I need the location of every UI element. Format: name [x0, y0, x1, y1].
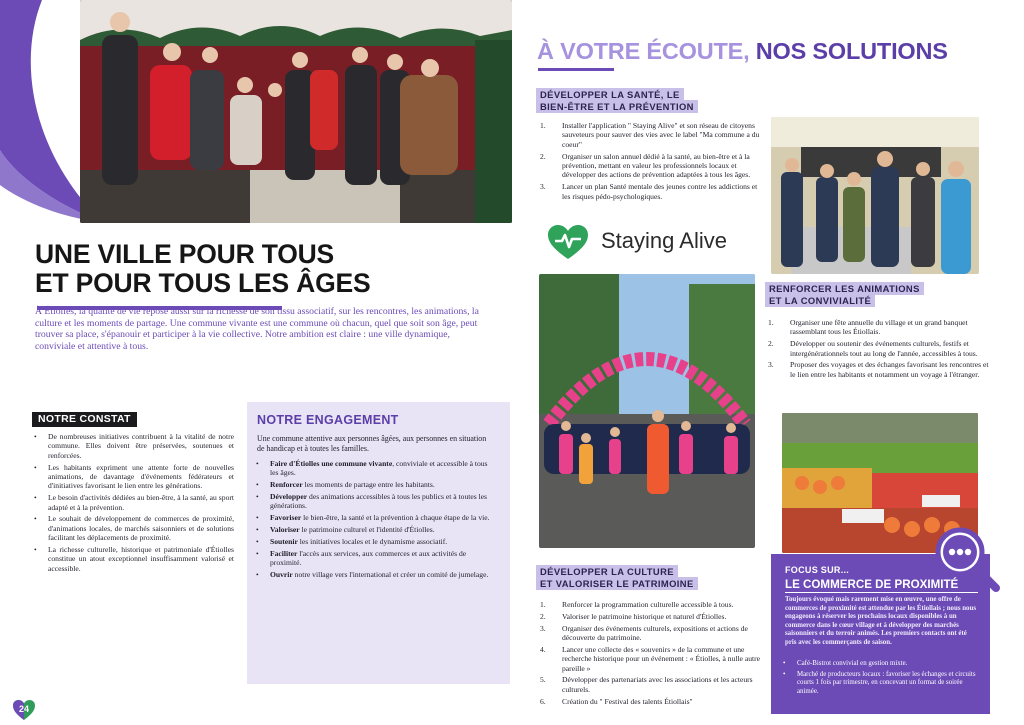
heart-icon	[546, 224, 590, 260]
list-item: • Valoriser le patrimoine culturel et l'identité d'Étiolles.	[254, 525, 494, 534]
focus-text: Toujours évoqué mais rarement mise en œuvre, une offre de commerces de proximité est attendue par les Étiollais ; nous nous engageons à réserver les prochains locaux disponibles à un commerce dans le cœur village et à développer des marchés saisonniers et du terroir animés. Les premiers contacts ont été pris avec les commerçants de saison.	[785, 596, 977, 646]
group-photo-icon	[80, 0, 512, 223]
group-photo	[80, 0, 512, 223]
list-item: • Faciliter l'accès aux services, aux commerces et aux activités de proximité.	[254, 549, 494, 568]
engagement-box	[247, 402, 510, 684]
focus-title: LE COMMERCE DE PROXIMITÉ	[785, 578, 959, 591]
culture-list	[540, 600, 762, 708]
list-item: 2. Valoriser le patrimoine historique et naturel d'Étiolles.	[540, 611, 727, 621]
page-title	[35, 240, 495, 298]
focus-list	[781, 660, 981, 699]
page-title-line2: ET POUR TOUS LES ÂGES	[35, 268, 371, 298]
constat-heading: NOTRE CONSTAT	[32, 412, 137, 427]
right-title-underline	[538, 68, 614, 71]
page-number-badge	[12, 698, 36, 722]
list-item: • Faire d'Étiolles une commune vivante, conviviale et accessible à tous les âges.	[254, 459, 494, 478]
list-item: • La richesse culturelle, historique et patrimoniale d'Étiolles constitue un atout exceptionnel insuffisamment valorisé et accessible.	[32, 545, 234, 573]
list-item: 5. Développer des partenariats avec les associations et les acteurs culturels.	[540, 675, 753, 694]
list-item: • Les habitants expriment une attente forte de nouvelles animations, de davantage d'événements fédérateurs et d'initiatives favorisant le lien entre les générations.	[32, 463, 234, 491]
list-item: • Le besoin d'activités dédiées au bien-être, à la santé, au sport adapté et à la prévention.	[32, 493, 234, 512]
right-title-part2: NOS SOLUTIONS	[755, 38, 948, 64]
pink-run-photo	[539, 274, 755, 548]
list-item: 1. Installer l'application " Staying Alive" et son réseau de citoyens sauveteurs pour sauver des vies avec le label "Ma commune a du coeur"	[540, 121, 760, 149]
staying-alive-label: Staying Alive	[601, 228, 727, 253]
page-number: 24	[18, 704, 29, 714]
list-item: 2. Organiser un salon annuel dédié à la santé, au bien-être et à la prévention, mettant en valeur les professionnels locaux et développer des actions de prévention adaptées à tous les âges.	[540, 151, 751, 180]
list-item: • Soutenir les initiatives locales et le dynamisme associatif.	[254, 537, 494, 546]
list-item: 1. Renforcer la programmation culturelle accessible à tous.	[540, 600, 734, 609]
crowd-photo-icon	[539, 274, 755, 548]
culture-heading: DÉVELOPPER LA CULTURE ET VALORISER LE PATRIMOINE	[536, 566, 766, 590]
engagement-list	[254, 459, 494, 582]
list-item: • Le souhait de développement de commerces de proximité, d'animations locales, de marchés saisonniers et de solutions facilitant les déplacements de proximité.	[32, 514, 234, 542]
sante-list	[540, 121, 765, 203]
list-item: 1. Organiser une fête annuelle du village et un grand banquet rassemblant tous les Étiollais.	[768, 318, 968, 337]
list-item: • Café-Bistrot convivial en gestion mixte.	[781, 660, 981, 669]
constat-list	[32, 432, 234, 576]
staying-alive-logo	[546, 224, 761, 260]
right-title-part1: À VOTRE ÉCOUTE,	[537, 38, 750, 64]
list-item: • Favoriser le bien-être, la santé et la prévention à chaque étape de la vie.	[254, 513, 494, 522]
focus-label: FOCUS SUR...	[785, 565, 850, 575]
list-item: 3. Organiser des événements culturels, expositions et actions de découverte du patrimoine.	[540, 623, 748, 642]
right-title	[537, 38, 948, 64]
magnifier-icon	[930, 522, 1002, 594]
sante-heading: DÉVELOPPER LA SANTÉ, LE BIEN-ÊTRE ET LA PRÉVENTION	[536, 89, 766, 113]
health-fair-photo	[771, 117, 979, 274]
engagement-heading: NOTRE ENGAGEMENT	[257, 413, 399, 427]
list-item: • Renforcer les moments de partage entre les habitants.	[254, 480, 494, 489]
page-title-line1: UNE VILLE POUR TOUS	[35, 239, 335, 269]
list-item: • Ouvrir notre village vers l'international et créer un comité de jumelage.	[254, 570, 494, 579]
list-item: 3. Proposer des voyages et des échanges favorisant les rencontres et le lien entre les habitants et notamment un voyage à l'étranger.	[768, 360, 989, 379]
animations-heading: RENFORCER LES ANIMATIONS ET LA CONVIVIALITÉ	[765, 283, 980, 307]
event-photo-icon	[771, 117, 979, 274]
list-item: 3. Lancer un plan Santé mentale des jeunes contre les addictions et les risques pédo-psychologiques.	[540, 182, 758, 201]
animations-list	[768, 318, 990, 382]
list-item: 6. Création du " Festival des talents Étiollais"	[540, 696, 693, 706]
list-item: • Développer des animations accessibles à tous les publics et à toutes les générations.	[254, 492, 494, 511]
list-item: 2. Développer ou soutenir des événements culturels, festifs et intergénérationnels tout au long de l'année, accessibles à tous.	[768, 339, 978, 358]
engagement-intro: Une commune attentive aux personnes âgées, aux personnes en situation de handicap et à toutes les familles.	[257, 434, 487, 453]
list-item: 4. Lancer une collecte des « souvenirs » de la commune et une recherche historique pour un événement : « Étiolles, à nulle autre pareille »	[540, 644, 760, 673]
list-item: • Marché de producteurs locaux : favoriser les échanges et circuits courts 1 fois par trimestre, en concevant un format de soirée animée.	[781, 671, 981, 697]
intro-paragraph: À Étiolles, la qualité de vie repose aussi sur la richesse de son tissu associatif, sur les rencontres, les animations, la culture et les moments de partage. Une commune vivante est une commune où chacun, quel que soit son âge, peut trouver sa place, s'épanouir et participer à la vie collective. Notre ambition est claire : une ville dynamique, conviviale et attentive à tous.	[35, 306, 479, 353]
list-item: • De nombreuses initiatives contribuent à la vitalité de notre commune. Elles doivent être préservées, soutenues et renforcées.	[32, 432, 234, 460]
